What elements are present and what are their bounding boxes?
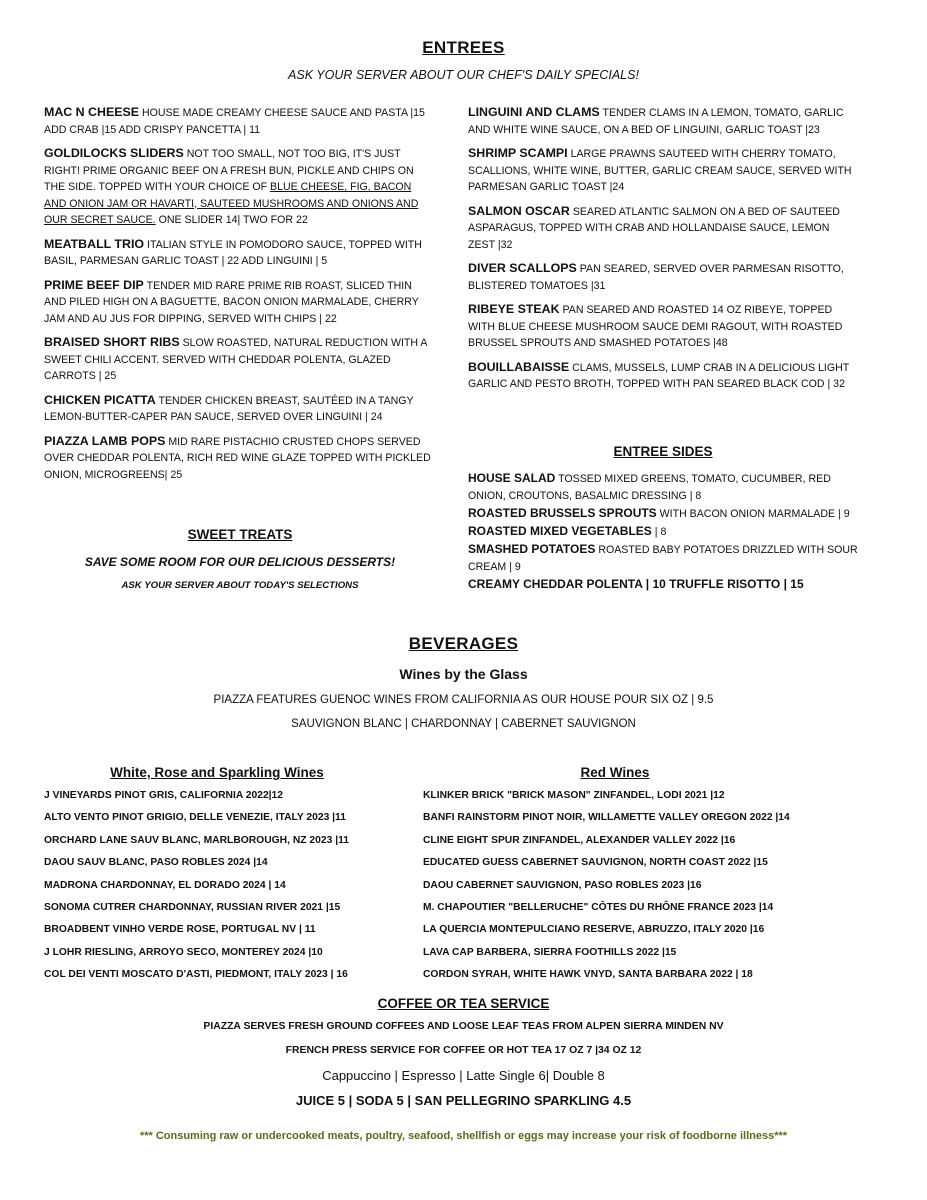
wine-item: KLINKER BRICK "BRICK MASON" ZINFANDEL, LODI 2021 |12: [423, 790, 725, 801]
side-item: HOUSE SALAD TOSSED MIXED GREENS, TOMATO, CUCUMBER, RED ONION, CROUTONS, BASALMIC DRESSING | 8: [468, 471, 831, 502]
menu-item: PIAZZA LAMB POPS MID RARE PISTACHIO CRUSTED CHOPS SERVED OVER CHEDDAR POLENTA, RICH RED WINE GLAZE TOPPED WITH PICKLED ONION, MICROGREENS| 25: [44, 433, 431, 481]
wine-item: EDUCATED GUESS CABERNET SAUVIGNON, NORTH COAST 2022 |15: [423, 857, 768, 869]
menu-item: BOUILLABAISSE CLAMS, MUSSELS, LUMP CRAB IN A DELICIOUS LIGHT GARLIC AND PESTO BROTH, TOPPED WITH PAN SEARED BLACK COD | 32: [468, 359, 850, 390]
wine-item: J LOHR RIESLING, ARROYO SECO, MONTEREY 2024 |10: [44, 946, 323, 958]
wine-item: ORCHARD LANE SAUV BLANC, MARLBOROUGH, NZ 2023 |11: [44, 834, 349, 846]
menu-item: CHICKEN PICATTA TENDER CHICKEN BREAST, SAUTÉED IN A TANGY LEMON-BUTTER-CAPER PAN SAUCE, SERVED OVER LINGUINI | 24: [44, 392, 414, 423]
menu-item: LINGUINI AND CLAMS TENDER CLAMS IN A LEMON, TOMATO, GARLIC AND WHITE WINE SAUCE, ON A BED OF LINGUINI, GARLIC TOAST |23: [468, 105, 844, 136]
coffee-title: COFFEE OR TEA SERVICE: [377, 996, 550, 1011]
house-pour-line: PIAZZA FEATURES GUENOC WINES FROM CALIFORNIA AS OUR HOUSE POUR SIX OZ | 9.5: [213, 694, 714, 706]
coffee-line3: Cappuccino | Espresso | Latte Single 6| Double 8: [322, 1068, 605, 1083]
red-wines-title: Red Wines: [580, 765, 650, 780]
wine-item: COL DEI VENTI MOSCATO D'ASTI, PIEDMONT, ITALY 2023 | 16: [44, 969, 348, 981]
entrees-subtitle: ASK YOUR SERVER ABOUT OUR CHEF'S DAILY SPECIALS!: [288, 68, 639, 82]
wine-item: LA QUERCIA MONTEPULCIANO RESERVE, ABRUZZO, ITALY 2020 |16: [423, 924, 765, 936]
beverages-title: BEVERAGES: [408, 634, 519, 653]
wine-item: LAVA CAP BARBERA, SIERRA FOOTHILLS 2022 |15: [423, 946, 677, 958]
wine-item: M. CHAPOUTIER "BELLERUCHE" CÔTES DU RHÔNE FRANCE 2023 |14: [423, 902, 774, 914]
menu-item: GOLDILOCKS SLIDERS NOT TOO SMALL, NOT TOO BIG, IT'S JUST RIGHT! PRIME ORGANIC BEEF ON A FRESH BUN, PICKLE AND CHIPS ON THE SIDE. TOPPED WITH YOUR CHOICE OF BLUE CHEESE, FIG, BACON AND ONION JAM OR HAVARTI, SAUTEED MUSHROOMS AND ONIONS AND OUR SECRET SAUCE. ONE SLIDER 14| TWO FOR 22: [44, 146, 419, 226]
wine-item: MADRONA CHARDONNAY, EL DORADO 2024 | 14: [44, 879, 286, 891]
coffee-line2: FRENCH PRESS SERVICE FOR COFFEE OR HOT TEA 17 OZ 7 |34 OZ 12: [285, 1045, 642, 1056]
white-wines-title: White, Rose and Sparkling Wines: [110, 765, 324, 780]
sweet-treats-title: SWEET TREATS: [187, 527, 293, 542]
foodborne-warning: *** Consuming raw or undercooked meats, poultry, seafood, shellfish or eggs may increase your risk of foodborne illness***: [139, 1130, 788, 1142]
coffee-line4: JUICE 5 | SODA 5 | SAN PELLEGRINO SPARKLING 4.5: [295, 1093, 632, 1108]
wine-item: BANFI RAINSTORM PINOT NOIR, WILLAMETTE VALLEY OREGON 2022 |14: [423, 812, 790, 824]
wine-item: SONOMA CUTRER CHARDONNAY, RUSSIAN RIVER 2021 |15: [44, 902, 341, 914]
menu-item: SHRIMP SCAMPI LARGE PRAWNS SAUTEED WITH CHERRY TOMATO, SCALLIONS, WHITE WINE, BUTTER, GARLIC CREAM SAUCE, SERVED WITH PARMESAN GARLIC TOAST |24: [468, 146, 852, 193]
side-item: ROASTED BRUSSELS SPROUTS WITH BACON ONION MARMALADE | 9: [468, 506, 850, 520]
menu-item: PRIME BEEF DIP TENDER MID RARE PRIME RIB ROAST, SLICED THIN AND PILED HIGH ON A BAGUETTE, BACON ONION MARMALADE, CHERRY JAM AND AU JUS FOR DIPPING, SERVED WITH CHIPS | 22: [44, 277, 419, 325]
side-item: SMASHED POTATOES ROASTED BABY POTATOES DRIZZLED WITH SOUR CREAM | 9: [468, 542, 858, 573]
entrees-left-column: [44, 104, 436, 490]
menu-item: DIVER SCALLOPS PAN SEARED, SERVED OVER PARMESAN RISOTTO, BLISTERED TOMATOES |31: [468, 261, 844, 292]
entrees-right-column: [468, 104, 858, 400]
sweet-treats-line1: SAVE SOME ROOM FOR OUR DELICIOUS DESSERTS!: [84, 555, 396, 569]
menu-item: MAC N CHEESE HOUSE MADE CREAMY CHEESE SAUCE AND PASTA |15 ADD CRAB |15 ADD CRISPY PANCETTA | 11: [44, 105, 425, 136]
wine-item: CORDON SYRAH, WHITE HAWK VNYD, SANTA BARBARA 2022 | 18: [423, 969, 753, 981]
menu-item: MEATBALL TRIO ITALIAN STYLE IN POMODORO SAUCE, TOPPED WITH BASIL, PARMESAN GARLIC TOAST | 22 ADD LINGUINI | 5: [44, 236, 422, 267]
wines-by-glass-title: Wines by the Glass: [399, 666, 528, 682]
menu-item: BRAISED SHORT RIBS SLOW ROASTED, NATURAL REDUCTION WITH A SWEET CHILI ACCENT. SERVED WITH CHEDDAR POLENTA, GLAZED CARROTS | 25: [44, 335, 427, 382]
menu-item: RIBEYE STEAK PAN SEARED AND ROASTED 14 OZ RIBEYE, TOPPED WITH BLUE CHEESE MUSHROOM SAUCE DEMI RAGOUT, WITH ROASTED BRUSSEL SPROUTS AND SMASHED POTATOES |48: [468, 302, 843, 349]
red-wines-list: [423, 785, 883, 987]
wine-item: DAOU SAUV BLANC, PASO ROBLES 2024 |14: [44, 857, 268, 869]
menu-item: SALMON OSCAR SEARED ATLANTIC SALMON ON A BED OF SAUTEED ASPARAGUS, TOPPED WITH CRAB AND HOLLANDAISE SAUCE, LEMON ZEST |32: [468, 203, 840, 251]
sweet-treats-line2: ASK YOUR SERVER ABOUT TODAY'S SELECTIONS: [121, 580, 359, 591]
wine-item: J VINEYARDS PINOT GRIS, CALIFORNIA 2022|12: [44, 790, 284, 801]
entree-sides-title: ENTREE SIDES: [613, 444, 713, 459]
coffee-line1: PIAZZA SERVES FRESH GROUND COFFEES AND LOOSE LEAF TEAS FROM ALPEN SIERRA MINDEN NV: [203, 1021, 724, 1032]
wine-item: DAOU CABERNET SAUVIGNON, PASO ROBLES 2023 |16: [423, 879, 702, 891]
white-wines-list: [44, 785, 424, 987]
entrees-title: ENTREES: [422, 38, 505, 57]
side-item: CREAMY CHEDDAR POLENTA | 10 TRUFFLE RISOTTO | 15: [468, 577, 804, 591]
wine-item: BROADBENT VINHO VERDE ROSE, PORTUGAL NV | 11: [44, 924, 316, 936]
varietals-line: SAUVIGNON BLANC | CHARDONNAY | CABERNET SAUVIGNON: [291, 718, 636, 730]
wine-item: ALTO VENTO PINOT GRIGIO, DELLE VENEZIE, ITALY 2023 |11: [44, 812, 346, 824]
side-item: ROASTED MIXED VEGETABLES | 8: [468, 524, 667, 538]
entree-sides-list: [468, 470, 858, 594]
wine-item: CLINE EIGHT SPUR ZINFANDEL, ALEXANDER VALLEY 2022 |16: [423, 834, 736, 846]
